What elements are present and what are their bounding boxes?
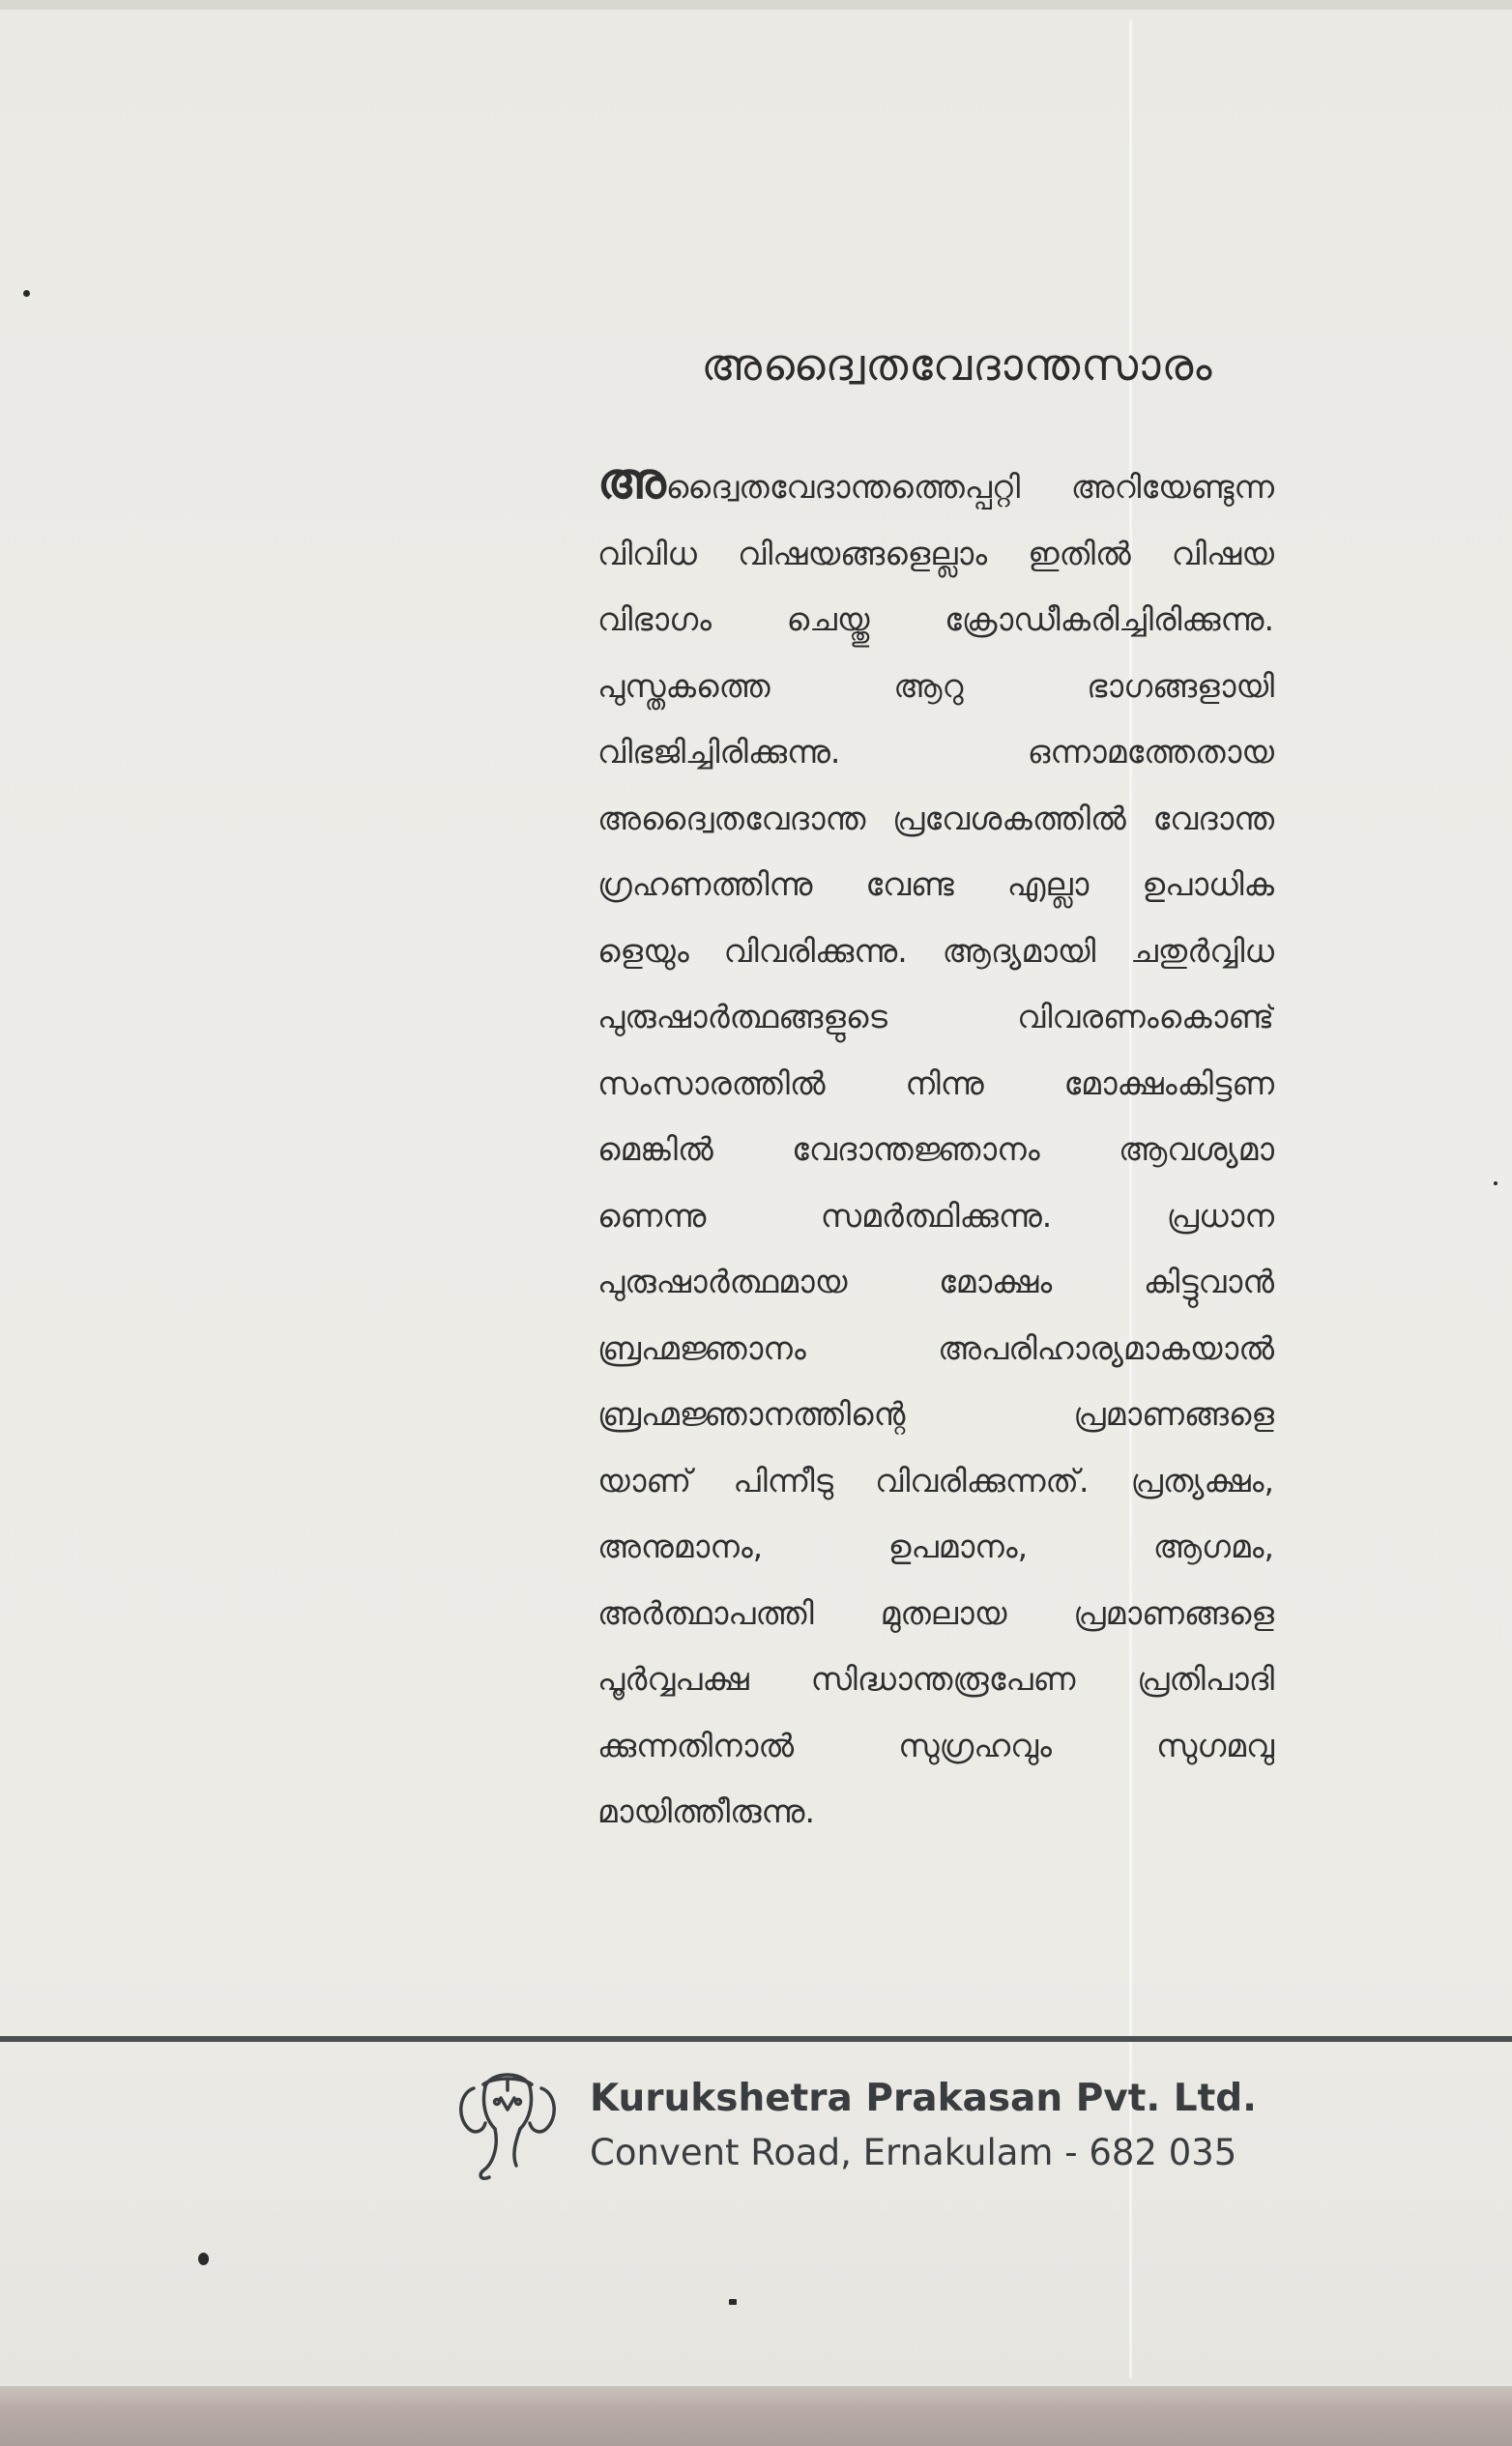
paragraph-line: വിഭാഗം ചെയ്തു ക്രോഡീകരിച്ചിരിക്കുന്നു.: [597, 600, 1274, 638]
paragraph-line: ക്കുന്നതിനാൽ സുഗ്രഹവും സുഗമവു: [597, 1726, 1274, 1764]
ink-speck: [198, 2253, 209, 2265]
paragraph-line: ഗ്രഹണത്തിന്നു വേണ്ട എല്ലാ ഉപാധിക: [597, 865, 1274, 903]
ink-speck: [23, 290, 30, 297]
divider-rule: [0, 2036, 1512, 2042]
paragraph-line-text: ദ്വൈതവേദാന്തത്തെപ്പറ്റി അറിയേണ്ടുന്ന: [665, 468, 1274, 506]
paragraph-line: വിഭജിച്ചിരിക്കുന്നു. ഒന്നാമത്തേതായ: [597, 733, 1274, 771]
paragraph-line: ബ്രഹ്മജ്ഞാനം അപരിഹാര്യമാകയാൽ: [597, 1328, 1274, 1367]
paragraph-line: യാണ് പിന്നീടു വിവരിക്കുന്നത്. പ്രത്യക്ഷം,: [597, 1461, 1274, 1500]
paragraph-line: അദ്വൈതവേദാന്ത പ്രവേശകത്തിൽ വേദാന്ത: [597, 799, 1274, 837]
dropcap: അ: [597, 454, 666, 510]
publisher-address: Convent Road, Ernakulam - 682 035: [590, 2132, 1237, 2173]
paragraph-line: അർത്ഥാപത്തി മുതലായ പ്രമാണങ്ങളെ: [597, 1593, 1274, 1632]
paragraph-line: പുസ്തകത്തെ ആറു ഭാഗങ്ങളായി: [597, 666, 1274, 705]
paragraph-line: [597, 454, 1274, 521]
paragraph-line: മായിത്തീരുന്നു.: [597, 1792, 815, 1830]
paragraph-line: അനുമാനം, ഉപമാനം, ആഗമം,: [597, 1528, 1274, 1565]
paragraph-line: ബ്രഹ്മജ്ഞാനത്തിന്റെ പ്രമാണങ്ങളെ: [597, 1395, 1274, 1433]
ink-speck: [729, 2299, 737, 2305]
ink-speck: [1494, 1181, 1497, 1185]
paragraph-line: പുരുഷാർത്ഥങ്ങളുടെ വിവരണംകൊണ്ട്: [597, 998, 1274, 1035]
paragraph-line: വിവിധ വിഷയങ്ങളെല്ലാം ഇതിൽ വിഷയ: [597, 534, 1274, 572]
paragraph-line: ളെയും വിവരിക്കുന്നു. ആദ്യമായി ചതുർവ്വിധ: [597, 931, 1274, 970]
publisher-name: Kurukshetra Prakasan Pvt. Ltd.: [590, 2077, 1257, 2120]
bottom-edge: [0, 2386, 1512, 2446]
paragraph-line: പൂർവ്വപക്ഷ സിദ്ധാന്തരൂപേണ പ്രതിപാദി: [597, 1660, 1274, 1698]
top-edge: [0, 0, 1512, 10]
ganesha-icon: [454, 2059, 561, 2185]
book-title: അദ്വൈതവേദാന്തസാരം: [701, 338, 1213, 391]
paragraph-line: ണെന്നു സമർത്ഥിക്കുന്നു. പ്രധാന: [597, 1196, 1274, 1235]
paragraph-line: പുരുഷാർത്ഥമായ മോക്ഷം കിട്ടുവാൻ: [597, 1263, 1274, 1300]
blurb-paragraph: [597, 454, 1274, 1846]
paragraph-line: സംസാരത്തിൽ നിന്നു മോക്ഷംകിട്ടണ: [597, 1063, 1274, 1102]
paragraph-line: മെങ്കിൽ വേദാന്തജ്ഞാനം ആവശ്യമാ: [597, 1130, 1274, 1168]
